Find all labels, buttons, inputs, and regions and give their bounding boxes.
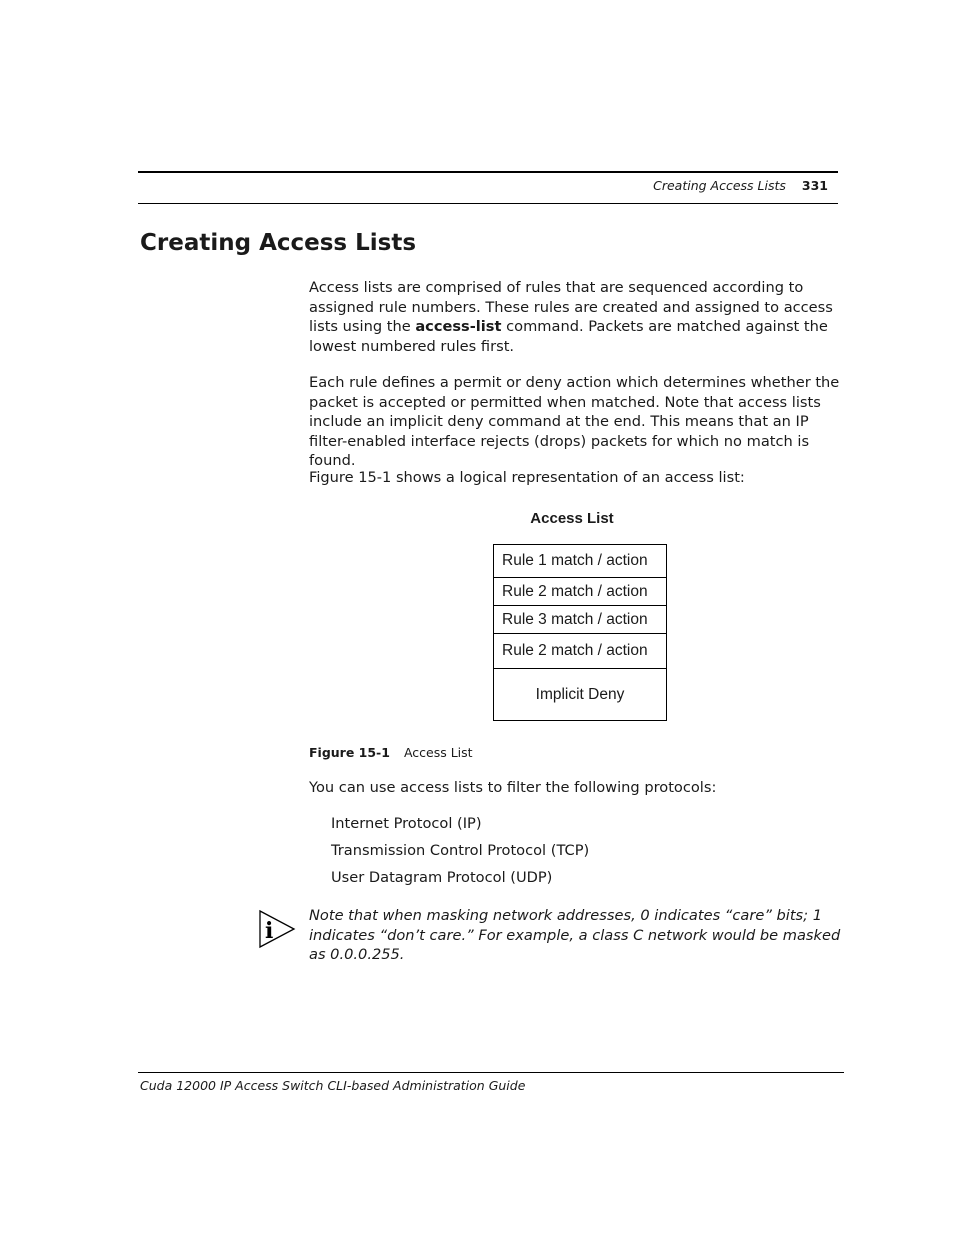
- footer-rule: [138, 1072, 844, 1073]
- paragraph-intro-text-2: command. Packets are matched against the lowest numbered rules first.: [309, 318, 828, 355]
- note-text: Note that when masking network addresses, 0 indicates “care” bits; 1 indicates “don’t care.” For example, a class C network would be masked as 0.0.0.255.: [309, 907, 841, 964]
- footer-title: Cuda 12000 IP Access Switch CLI-based Administration Guide: [140, 1078, 526, 1093]
- running-header-section: Creating Access Lists: [653, 178, 786, 193]
- diagram-rule-row-3: Rule 3 match / action: [494, 606, 666, 634]
- figure-title: Access List: [530, 510, 614, 527]
- figure-caption-number: Figure 15-1: [309, 745, 390, 760]
- figure-caption-text: Access List: [403, 745, 473, 760]
- header-top-rule: [138, 171, 838, 173]
- diagram-rule-row-4: Rule 2 match / action: [494, 634, 666, 669]
- diagram-rule-row-2: Rule 2 match / action: [494, 578, 666, 606]
- paragraph-protocols-intro: You can use access lists to filter the following protocols:: [309, 779, 717, 796]
- svg-text:i: i: [265, 918, 274, 944]
- figure-caption: [309, 745, 473, 760]
- paragraph-intro: [309, 278, 841, 356]
- protocol-list-item: Transmission Control Protocol (TCP): [331, 842, 590, 859]
- access-list-diagram: [493, 544, 667, 721]
- paragraph-intro-text-1: Access lists are comprised of rules that are sequenced according to assigned rule numbers. These rules are created and assigned to access lists using the: [309, 279, 833, 336]
- paragraph-figure-intro: Figure 15-1 shows a logical representation of an access list:: [309, 469, 745, 486]
- diagram-rule-row-1: Rule 1 match / action: [494, 545, 666, 578]
- info-icon: [258, 909, 296, 949]
- running-header: [540, 178, 828, 193]
- diagram-implicit-deny-row: Implicit Deny: [535, 685, 625, 703]
- page-number: 331: [801, 178, 828, 193]
- access-list-command: access-list: [415, 318, 502, 336]
- page-title: Creating Access Lists: [140, 230, 417, 256]
- protocol-list-item: User Datagram Protocol (UDP): [331, 869, 553, 886]
- header-bottom-rule: [138, 203, 838, 204]
- protocol-list-item: Internet Protocol (IP): [331, 815, 482, 832]
- paragraph-rule-actions: Each rule defines a permit or deny action which determines whether the packet is accepted or permitted when matched. Note that access lists include an implicit deny command at the end. This means that an IP filter-enabled interface rejects (drops) packets for which no match is found.: [309, 374, 840, 470]
